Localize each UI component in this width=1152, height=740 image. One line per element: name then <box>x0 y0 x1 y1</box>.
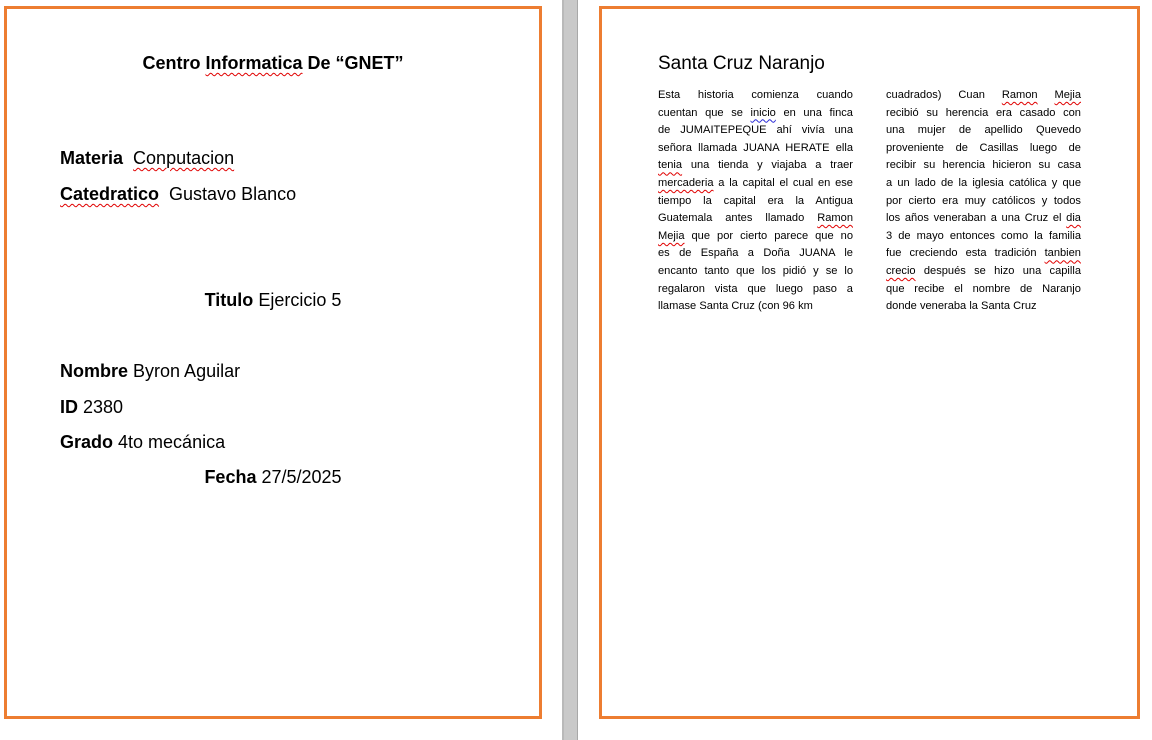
story-line: tenia una tienda y viajaba a traer <box>658 159 853 172</box>
story-line: llamase Santa Cruz (con 96 km <box>658 300 813 313</box>
materia-label: Materia <box>60 148 124 168</box>
cover-page <box>4 6 542 719</box>
story-line: recibió su herencia era casado con <box>886 106 1081 119</box>
story-line: donde veneraba la Santa Cruz <box>886 300 1037 313</box>
heading-word: Centro <box>142 53 201 73</box>
story-line: señora llamada JUANA HERATE ella <box>658 141 854 154</box>
cover-heading <box>7 53 539 74</box>
catedratico-value: Gustavo Blanco <box>169 184 297 204</box>
story-page <box>599 6 1140 719</box>
story-line: crecio después se hizo una capilla <box>886 264 1081 277</box>
heading-word: De “GNET” <box>307 53 404 73</box>
story-line: proveniente de Casillas luego de <box>886 141 1081 154</box>
materia-line <box>60 148 234 169</box>
story-line: regalaron vista que luego paso a <box>658 282 853 295</box>
story-line: Guatemala antes llamado Ramon <box>658 212 853 225</box>
id-line <box>60 397 123 418</box>
story-line: es de España a Doña JUANA le <box>658 247 853 260</box>
story-line: Mejia que por cierto parece que no <box>658 229 853 242</box>
fecha-line <box>7 467 539 488</box>
materia-value: Conputacion <box>133 148 235 168</box>
id-value: 2380 <box>83 397 124 417</box>
grado-label: Grado <box>60 432 114 452</box>
heading-misspelled-word: Informatica <box>205 53 303 73</box>
story-title: Santa Cruz Naranjo <box>658 53 825 74</box>
scrollbar-edge <box>577 0 578 740</box>
titulo-value: Ejercicio 5 <box>258 290 342 310</box>
catedratico-line <box>60 184 296 205</box>
nombre-value: Byron Aguilar <box>133 361 241 381</box>
story-line: mercaderia a la capital el cual en ese <box>658 176 853 189</box>
titulo-label: Titulo <box>204 290 254 310</box>
grado-value: 4to mecánica <box>118 432 226 452</box>
story-line: encanto tanto que los pidió y se lo <box>658 264 854 277</box>
story-line: cuentan que se inicio en una finca <box>658 106 853 119</box>
story-line: tiempo la capital era la Antigua <box>658 194 853 207</box>
grado-line <box>60 432 225 453</box>
vertical-scrollbar[interactable] <box>564 0 577 740</box>
story-line: los años veneraban a una Cruz el dia <box>886 212 1081 225</box>
story-line: una mujer de apellido Quevedo <box>886 124 1082 137</box>
story-line: 3 de mayo entonces como la familia <box>886 229 1081 242</box>
story-column-2 <box>886 87 1081 316</box>
story-line: recibir su herencia hicieron su casa <box>886 159 1081 172</box>
fecha-label: Fecha <box>204 467 257 487</box>
catedratico-label: Catedratico <box>60 184 160 204</box>
story-line: a un lado de la iglesia católica y que <box>886 176 1081 189</box>
fecha-value: 27/5/2025 <box>261 467 342 487</box>
id-label: ID <box>60 397 78 417</box>
nombre-label: Nombre <box>60 361 129 381</box>
story-line: fue creciendo esta tradición tanbien <box>886 247 1081 260</box>
nombre-line <box>60 361 240 382</box>
story-line: por cierto era muy católicos y todos <box>886 194 1081 207</box>
story-line: que recibe el nombre de Naranjo <box>886 282 1081 295</box>
story-column-1 <box>658 87 853 316</box>
story-line: de JUMAITEPEQUE ahí vivía una <box>658 124 854 137</box>
titulo-line <box>7 290 539 311</box>
story-line: cuadrados) Cuan Ramon Mejia <box>886 89 1081 101</box>
story-line: Esta historia comienza cuando <box>658 89 853 101</box>
